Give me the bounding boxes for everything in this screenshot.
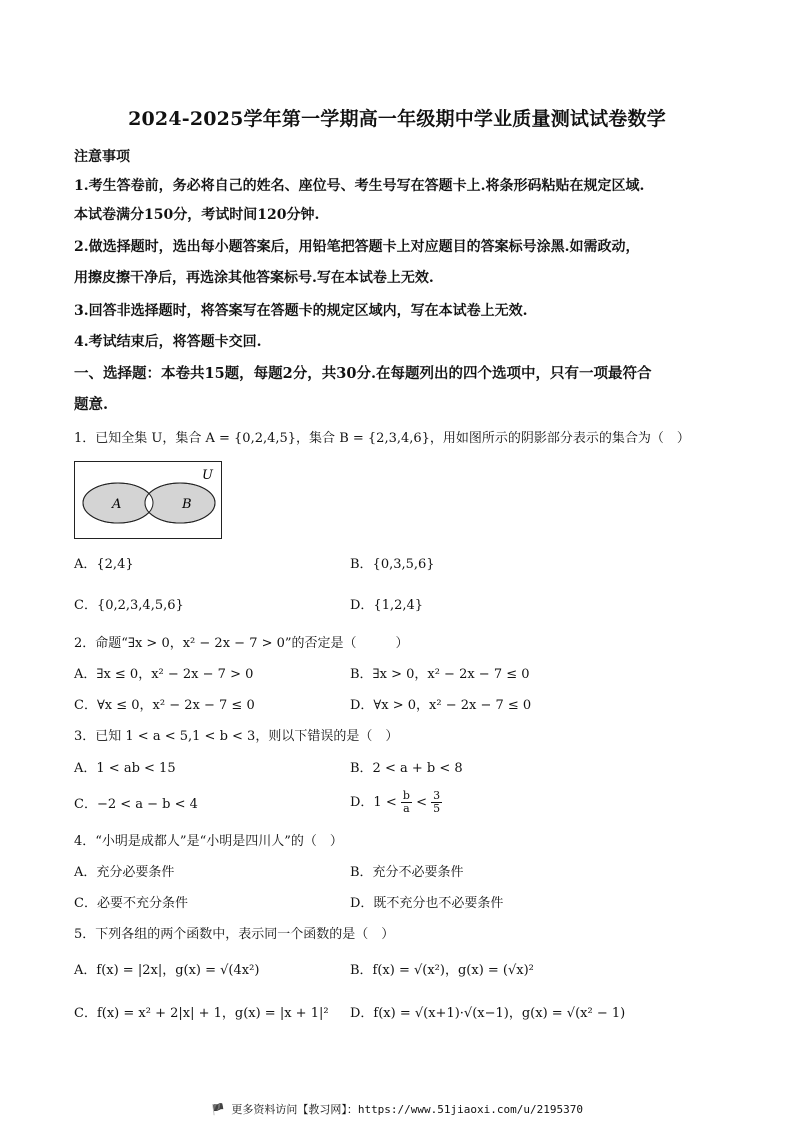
- q3-option-b: B．2 < a + b < 8: [350, 761, 463, 776]
- q2-option-a: A．∃x ≤ 0，x² − 2x − 7 > 0: [74, 667, 254, 682]
- notice-line-5: 3.回答非选择题时，将答案写在答题卡的规定区域内，写在本试卷上无效.: [74, 303, 528, 319]
- section-heading-line-2: 题意.: [74, 396, 109, 413]
- notice-line-6: 4.考试结束后，将答题卡交回.: [74, 334, 262, 350]
- q1-option-b: B．{0,3,5,6}: [350, 557, 435, 572]
- notice-heading: 注意事项: [74, 149, 130, 165]
- q5-option-a: A．f(x) = |2x|，g(x) = √(4x²): [74, 963, 260, 978]
- question-2-stem: 2．命题“∃x > 0，x² − 2x − 7 > 0”的否定是（ ）: [74, 636, 409, 651]
- notice-line-4: 用擦皮擦干净后，再选涂其他答案标号.写在本试卷上无效.: [74, 270, 434, 286]
- q1-option-d: D．{1,2,4}: [350, 598, 424, 613]
- notice-line-1: 1.考生答卷前，务必将自己的姓名、座位号、考生号写在答题卡上.将条形码粘贴在规定区域.: [74, 178, 645, 194]
- section-heading-line-1: 一、选择题：本卷共15题，每题2分，共30分.在每题列出的四个选项中，只有一项最符合: [74, 365, 652, 382]
- q3-option-d-fraction-1: $\frac{b}{a}$: [402, 789, 410, 815]
- q2-option-b: B．∃x > 0，x² − 2x − 7 ≤ 0: [350, 667, 530, 682]
- q5-option-b: B．f(x) = √(x²)，g(x) = (√x)²: [350, 963, 534, 978]
- question-5-stem: 5．下列各组的两个函数中，表示同一个函数的是（ ）: [74, 927, 395, 942]
- venn-label-u: U: [202, 468, 213, 483]
- footer-link[interactable]: 🏴 更多资料访问【教习网】：https://www.51jiaoxi.com/u/2195370: [211, 1103, 583, 1116]
- q3-option-d-prefix: D．1 <: [350, 795, 397, 810]
- q4-option-d: D．既不充分也不必要条件: [350, 896, 504, 911]
- q3-option-c: C．−2 < a − b < 4: [74, 797, 198, 812]
- q2-option-d: D．∀x > 0，x² − 2x − 7 ≤ 0: [350, 698, 532, 713]
- q3-option-d: [350, 790, 442, 815]
- q3-option-d-mid: <: [416, 795, 427, 810]
- q4-option-a: A．充分必要条件: [74, 865, 175, 880]
- question-1-stem: 1．已知全集 U，集合 A = {0,2,4,5}，集合 B = {2,3,4,6}，用如图所示的阴影部分表示的集合为（ ）: [74, 431, 690, 446]
- q2-option-c: C．∀x ≤ 0，x² − 2x − 7 ≤ 0: [74, 698, 255, 713]
- venn-diagram: [74, 461, 222, 539]
- question-3-stem: 3．已知 1 < a < 5,1 < b < 3，则以下错误的是（ ）: [74, 729, 399, 744]
- venn-label-a: A: [112, 497, 122, 512]
- q3-option-d-fraction-2: $\frac{3}{5}$: [433, 789, 441, 815]
- q3-option-a: A．1 < ab < 15: [74, 761, 176, 776]
- q5-option-c: C．f(x) = x² + 2|x| + 1，g(x) = |x + 1|²: [74, 1006, 329, 1021]
- page-title: 2024-2025学年第一学期高一年级期中学业质量测试试卷数学: [128, 108, 666, 130]
- question-4-stem: 4．“小明是成都人”是“小明是四川人”的（ ）: [74, 834, 343, 849]
- notice-line-3: 2.做选择题时，选出每小题答案后，用铅笔把答题卡上对应题目的答案标号涂黑.如需政动，: [74, 239, 640, 255]
- q1-option-a: A．{2,4}: [74, 557, 134, 572]
- notice-line-2: 本试卷满分150分，考试时间120分钟.: [74, 207, 320, 223]
- q1-option-c: C．{0,2,3,4,5,6}: [74, 598, 184, 613]
- q4-option-b: B．充分不必要条件: [350, 865, 464, 880]
- venn-label-b: B: [182, 497, 192, 512]
- q4-option-c: C．必要不充分条件: [74, 896, 188, 911]
- q5-option-d: D．f(x) = √(x+1)·√(x−1)，g(x) = √(x² − 1): [350, 1006, 626, 1021]
